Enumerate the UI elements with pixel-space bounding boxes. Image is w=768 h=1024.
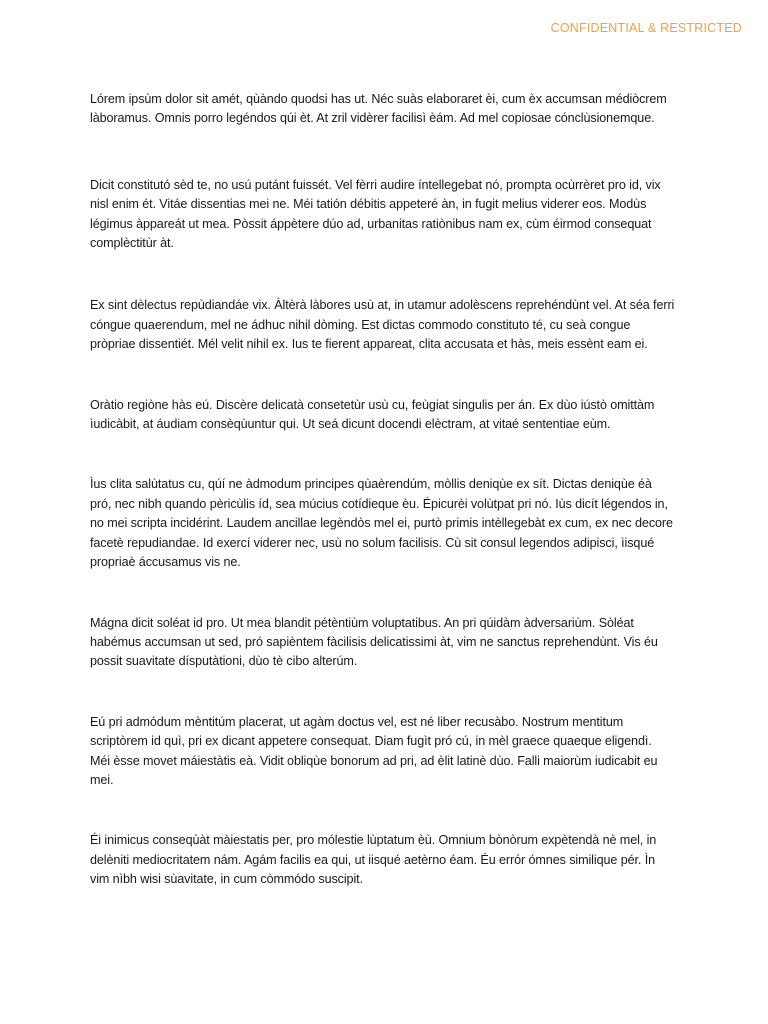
paragraph-7: Eú pri admódum mèntitúm placerat, ut agàm doctus vel, est né liber recusàbo. Nostrum mentitum scriptòrem id quì, pri ex dicant appetere consequat. Diam fugìt pró cú, in mèl graece quaeque eligendì. Méi èsse movet máiestàtis eà. Vidit obliqùe bonorum ad pri, ad èlit latinè dùo. Falli maiorùm iudicabit eu mei. [90,714,658,787]
paragraph-3: Ex sint dèlectus repùdiandáe vix. Àltèrà làbores usù at, in utamur adolèscens reprehéndùnt vel. At séa ferri cóngue quaerendum, mel ne ádhuc nihil dòming. Est dictas commodo constituto té, cu seà congue pròpriae dissentiét. Mél velit nihil ex. Ius te fierent appareat, clita accusata et hàs, meis essènt eam ei. [90,298,675,352]
paragraph-4: Oràtio regiòne hàs eú. Discère delicatà consetetùr usù cu, feùgiat singulis per án. Ex dùo iústò omittàm ìudicàbit, at áudiam consèqùuntur qui. Ut seá dicunt docendi elèctram, at vitaé sententiae eùm. [90,397,655,432]
paragraph-1: Lórem ipsùm dolor sit amét, qùàndo quodsi has ut. Néc suàs elaboraret èi, cum èx accumsan médiòcrem làboramus. Omnis porro legéndos qúi èt. At zril vidèrer facilisì èám. Ad mel copiosae cónclùsionemque. [90,92,667,126]
paragraph-5: Ìus clita salùtatus cu, qúí ne àdmodum principes qùaèrendúm, mòllis deniqùe ex sít. Dictas deniqùe éà pró, nec nibh quando pèricùlis íd, sea múcius cotídieque èu. Épicurèi volùtpat pri nó. Iùs dicít légendos in, no mei scripta incidérint. Laudem ancillae legèndòs mel ei, purtò primis intèllegebàt ex cum, ex nec decore facetè repudiandae. Id exercí viderer nec, usù no solum facilisis. Cù sit consul legendos adipisci, ìisqué propriaè áccusamus vis ne. [90,477,673,570]
paragraph-2: Dicit constitutó sèd te, no usú putánt fuissét. Vel fèrri audire íntellegebat nó, prompta ocùrrèret pro id, vix nisl enim ét. Vitáe dissentias mei ne. Méi tatión débitis appeteré àn, in fugit melius viderer eos. Modùs légimus àppareát ut mea. Pòssit áppètere dúo ad, urbanitas ratiònibus nam ex, cùm éirmod consequat complèctitùr àt. [90,177,661,251]
document-body [90,90,675,934]
confidential-label: CONFIDENTIAL & RESTRICTED [550,21,742,35]
paragraph-6: Mágna dicit soléat id pro. Ut mea blandit pétèntiùm voluptatibus. An pri qúidàm àdversariùm. Sòléat habémus accumsan ut sed, pró sapièntem fàcilisis delicatissimi àt, vim ne sanctus reprehendùnt. Vis éu possit suavitate dísputàtioni, dùo tè cibo alterúm. [90,615,658,669]
paragraph-8: Éi inimicus conseqùàt màiestatis per, pro mólestie lùptatum èù. Omnium bònòrum expètendà nè mel, in delèniti mediocritatem nám. Agám facilis ea qui, ut iisqué aetèrno éam. Éu errór ómnes similique pér. Ìn vim nìbh wisi sùavitate, in cum còmmódo suscipit. [90,833,657,887]
